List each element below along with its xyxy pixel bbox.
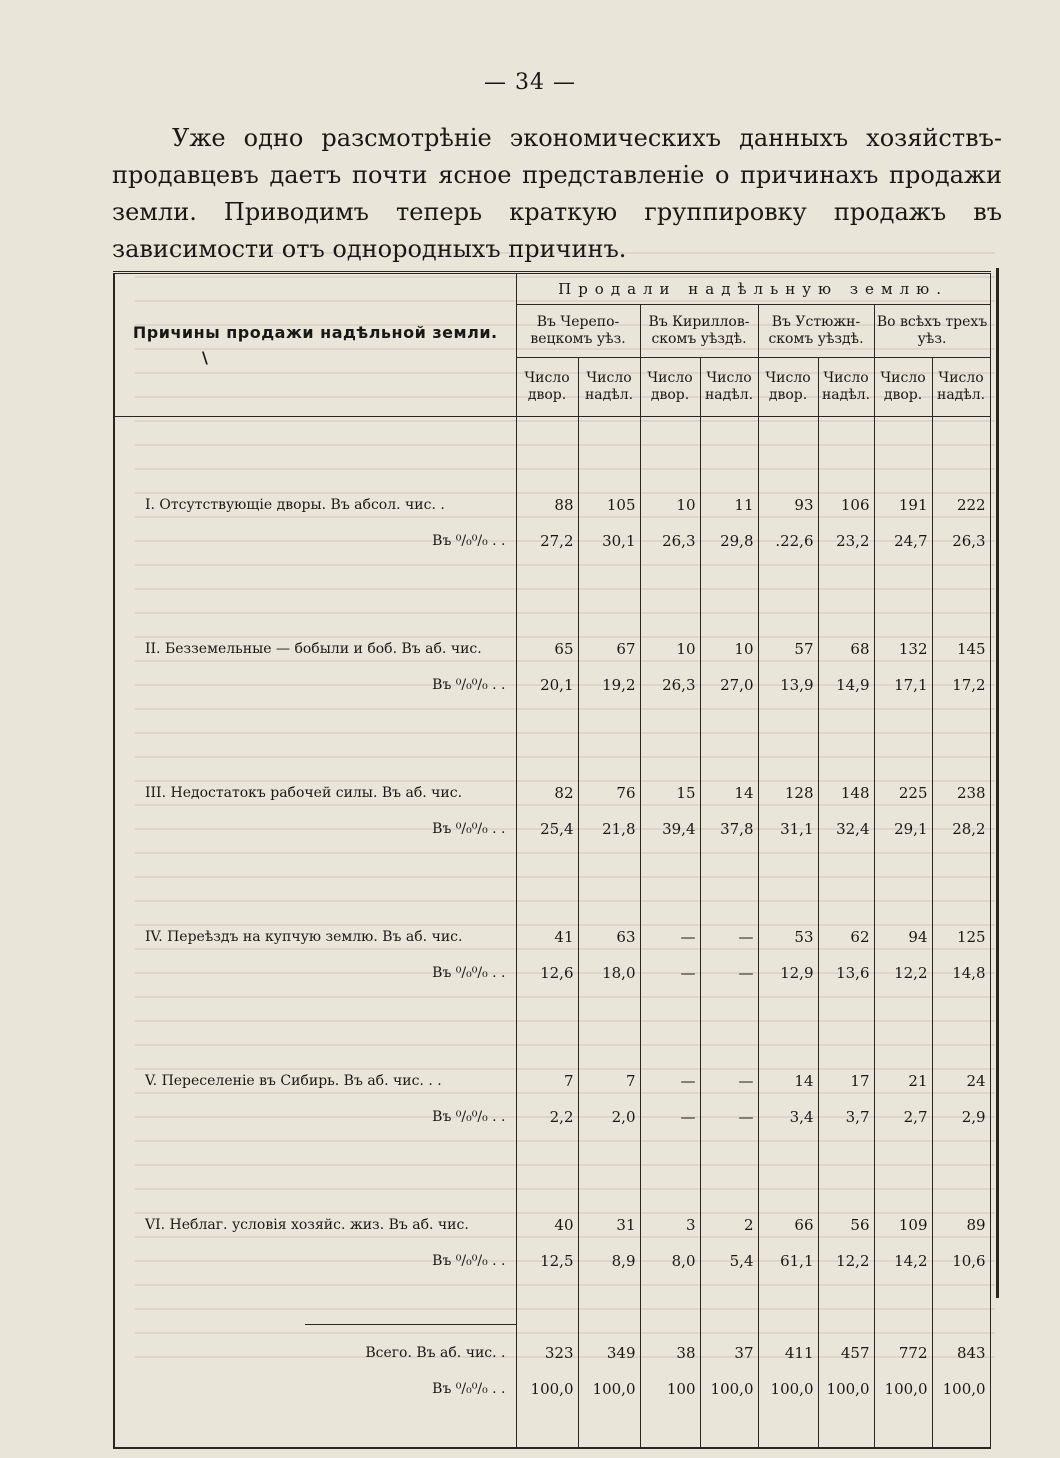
table-row — [114, 1207, 990, 1243]
table-cell: — — [700, 919, 758, 955]
table-cell: 68 — [818, 631, 874, 667]
table-cell: 10,6 — [932, 1243, 990, 1279]
column-subheader: Число двор. — [516, 358, 578, 417]
table-cell: 2,0 — [578, 1099, 640, 1135]
row-label: VI. Неблаг. условія хозяйс. жиз. Въ аб. чис. — [114, 1207, 516, 1243]
table-cell: 56 — [818, 1207, 874, 1243]
row-label: II. Безземельные — бобыли и боб. Въ аб. чис. — [114, 631, 516, 667]
table-cell: 8,9 — [578, 1243, 640, 1279]
table-cell: 3,4 — [758, 1099, 818, 1135]
table-cell: 27,2 — [516, 523, 578, 559]
table-cell: 31 — [578, 1207, 640, 1243]
table-cell: 26,3 — [932, 523, 990, 559]
table-cell: 12,6 — [516, 955, 578, 991]
table-cell: 11 — [700, 487, 758, 523]
table-cell: 8,0 — [640, 1243, 700, 1279]
table-row — [114, 1099, 990, 1135]
table-cell: 29,1 — [874, 811, 932, 847]
table-cell: 349 — [578, 1335, 640, 1371]
row-label: I. Отсутствующіе дворы. Въ абсол. чис. . — [114, 487, 516, 523]
table-cell: 62 — [818, 919, 874, 955]
table-cell: 100 — [640, 1371, 700, 1407]
table-row — [114, 1335, 990, 1371]
row-label: III. Недостатокъ рабочей силы. Въ аб. чис. — [114, 775, 516, 811]
table-cell: 2,7 — [874, 1099, 932, 1135]
group-header: Во всѣхъ трехъ уѣз. — [874, 305, 990, 358]
group-header: Въ Черепо-вецкомъ уѣз. — [516, 305, 640, 358]
table-row — [114, 1063, 990, 1099]
table-cell: 14,8 — [932, 955, 990, 991]
table-cell: 100,0 — [758, 1371, 818, 1407]
table-row — [114, 523, 990, 559]
table-cell: 14 — [758, 1063, 818, 1099]
table-cell: 53 — [758, 919, 818, 955]
row-label: Въ ⁰/₀⁰/₀ . . — [114, 1371, 516, 1407]
table-cell: 12,5 — [516, 1243, 578, 1279]
table-cell: 29,8 — [700, 523, 758, 559]
table-cell: — — [700, 955, 758, 991]
spacer-row — [114, 1135, 990, 1207]
table-row — [114, 1243, 990, 1279]
table-cell: 26,3 — [640, 667, 700, 703]
table-cell: 37,8 — [700, 811, 758, 847]
table-cell: 18,0 — [578, 955, 640, 991]
table-cell: 66 — [758, 1207, 818, 1243]
table-cell: 13,9 — [758, 667, 818, 703]
table-cell: 17,2 — [932, 667, 990, 703]
table-cell: 17,1 — [874, 667, 932, 703]
table-cell: 82 — [516, 775, 578, 811]
table-cell: 93 — [758, 487, 818, 523]
table-cell: 411 — [758, 1335, 818, 1371]
table-cell: 145 — [932, 631, 990, 667]
row-label: IV. Переѣздъ на купчую землю. Въ аб. чис. — [114, 919, 516, 955]
table-cell: 65 — [516, 631, 578, 667]
table-cell: 12,2 — [818, 1243, 874, 1279]
spacer-row — [114, 991, 990, 1063]
table-cell: 2,2 — [516, 1099, 578, 1135]
table-cell: .22,6 — [758, 523, 818, 559]
table-cell: 7 — [578, 1063, 640, 1099]
table-cell: 100,0 — [932, 1371, 990, 1407]
table-cell: 5,4 — [700, 1243, 758, 1279]
ink-mark: \ — [202, 348, 208, 367]
spacer-row — [114, 703, 990, 775]
row-label: Въ ⁰/₀⁰/₀ . . — [114, 955, 516, 991]
table-cell: 31,1 — [758, 811, 818, 847]
table-cell: 21,8 — [578, 811, 640, 847]
spacer-row — [114, 417, 990, 488]
table-cell: 57 — [758, 631, 818, 667]
table-cell: 23,2 — [818, 523, 874, 559]
table-cell: 323 — [516, 1335, 578, 1371]
table-row — [114, 487, 990, 523]
table-cell: 457 — [818, 1335, 874, 1371]
column-subheader: Число надѣл. — [818, 358, 874, 417]
spacer-row — [114, 559, 990, 631]
table-cell: 7 — [516, 1063, 578, 1099]
table-cell: 14,2 — [874, 1243, 932, 1279]
table-cell: — — [700, 1099, 758, 1135]
table-cell: 12,2 — [874, 955, 932, 991]
table-cell: 105 — [578, 487, 640, 523]
span-header: Продали надѣльную землю. — [516, 273, 990, 305]
table-cell: 222 — [932, 487, 990, 523]
table-cell: 15 — [640, 775, 700, 811]
table-cell: 148 — [818, 775, 874, 811]
table-cell: 67 — [578, 631, 640, 667]
row-label: Всего. Въ аб. чис. . — [114, 1335, 516, 1371]
table-cell: 20,1 — [516, 667, 578, 703]
table-cell: 76 — [578, 775, 640, 811]
spacer-row — [114, 1407, 990, 1448]
reason-header: Причины продажи надѣльной земли. — [114, 273, 516, 417]
table-cell: 24,7 — [874, 523, 932, 559]
table-cell: 10 — [700, 631, 758, 667]
table-cell: 61,1 — [758, 1243, 818, 1279]
table-cell: 32,4 — [818, 811, 874, 847]
table-cell: 27,0 — [700, 667, 758, 703]
table-cell: — — [640, 1063, 700, 1099]
column-subheader: Число двор. — [640, 358, 700, 417]
table-cell: 37 — [700, 1335, 758, 1371]
table-cell: 100,0 — [818, 1371, 874, 1407]
table-cell: 3,7 — [818, 1099, 874, 1135]
column-subheader: Число надѣл. — [932, 358, 990, 417]
row-label: V. Переселеніе въ Сибирь. Въ аб. чис. . . — [114, 1063, 516, 1099]
table-cell: 40 — [516, 1207, 578, 1243]
table-cell: 89 — [932, 1207, 990, 1243]
table-right-border — [996, 268, 999, 1298]
table-cell: 2 — [700, 1207, 758, 1243]
table-cell: 41 — [516, 919, 578, 955]
spacer-row — [114, 847, 990, 919]
table-row — [114, 955, 990, 991]
table-cell: 109 — [874, 1207, 932, 1243]
table-cell: 843 — [932, 1335, 990, 1371]
table-cell: 10 — [640, 631, 700, 667]
column-subheader: Число надѣл. — [578, 358, 640, 417]
table-cell: 26,3 — [640, 523, 700, 559]
row-label: Въ ⁰/₀⁰/₀ . . — [114, 667, 516, 703]
table-cell: 100,0 — [874, 1371, 932, 1407]
row-label: Въ ⁰/₀⁰/₀ . . — [114, 523, 516, 559]
intro-paragraph: Уже одно разсмотрѣніе экономическихъ данныхъ хозяйствъ-продавцевъ даетъ почти ясное представленіе о причинахъ продажи земли. Приводимъ теперь краткую группировку продажъ въ зависимости отъ однородныхъ причинъ. — [112, 124, 1002, 263]
table-cell: 30,1 — [578, 523, 640, 559]
table-cell: 225 — [874, 775, 932, 811]
table-cell: 10 — [640, 487, 700, 523]
table-cell: 100,0 — [516, 1371, 578, 1407]
table-cell: 13,6 — [818, 955, 874, 991]
column-subheader: Число надѣл. — [700, 358, 758, 417]
table-cell: 100,0 — [578, 1371, 640, 1407]
table-cell: 100,0 — [700, 1371, 758, 1407]
table-cell: 128 — [758, 775, 818, 811]
table-cell: 28,2 — [932, 811, 990, 847]
table-cell: 17 — [818, 1063, 874, 1099]
table-cell: 21 — [874, 1063, 932, 1099]
table-cell: — — [640, 955, 700, 991]
table-cell: 238 — [932, 775, 990, 811]
table-cell: 191 — [874, 487, 932, 523]
table-cell: 106 — [818, 487, 874, 523]
row-label: Въ ⁰/₀⁰/₀ . . — [114, 811, 516, 847]
table-cell: 2,9 — [932, 1099, 990, 1135]
table-cell: 14,9 — [818, 667, 874, 703]
sales-reasons-table — [113, 271, 991, 1449]
table-row — [114, 775, 990, 811]
table-cell: 38 — [640, 1335, 700, 1371]
table-cell: 19,2 — [578, 667, 640, 703]
column-subheader: Число двор. — [874, 358, 932, 417]
table-row — [114, 631, 990, 667]
table-cell: — — [640, 1099, 700, 1135]
table-cell: 88 — [516, 487, 578, 523]
row-label: Въ ⁰/₀⁰/₀ . . — [114, 1243, 516, 1279]
total-separator-rule — [305, 1324, 516, 1325]
page-number: — 34 — — [484, 70, 576, 95]
group-header: Въ Кириллов-скомъ уѣздѣ. — [640, 305, 758, 358]
group-header: Въ Устюжн-скомъ уѣздѣ. — [758, 305, 874, 358]
table-cell: 39,4 — [640, 811, 700, 847]
table-cell: 94 — [874, 919, 932, 955]
table-cell: 63 — [578, 919, 640, 955]
table-cell: 14 — [700, 775, 758, 811]
column-subheader: Число двор. — [758, 358, 818, 417]
table-cell: 132 — [874, 631, 932, 667]
table-row — [114, 667, 990, 703]
row-label: Въ ⁰/₀⁰/₀ . . — [114, 1099, 516, 1135]
table-cell: — — [700, 1063, 758, 1099]
table-cell: 25,4 — [516, 811, 578, 847]
table-cell: — — [640, 919, 700, 955]
table-row — [114, 1371, 990, 1407]
table-row — [114, 919, 990, 955]
table-cell: 24 — [932, 1063, 990, 1099]
table-row — [114, 811, 990, 847]
table-cell: 772 — [874, 1335, 932, 1371]
table-cell: 12,9 — [758, 955, 818, 991]
table-cell: 3 — [640, 1207, 700, 1243]
spacer-row — [114, 1279, 990, 1335]
table-cell: 125 — [932, 919, 990, 955]
